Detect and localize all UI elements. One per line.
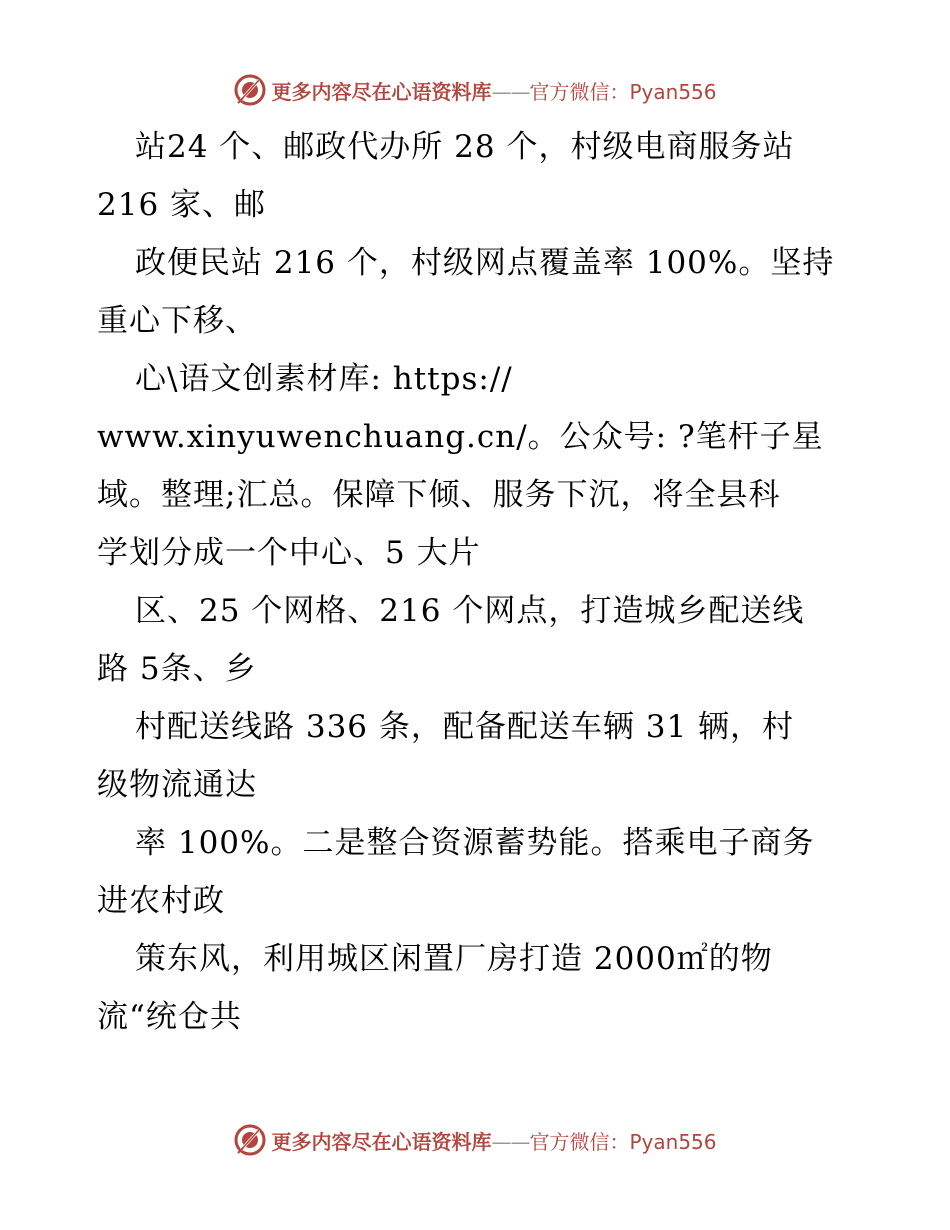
watermark-main-text: 更多内容尽在心语资料库 — [271, 79, 492, 104]
text-line: 区、25 个网格、216 个网点，打造城乡配送线 — [135, 593, 805, 629]
watermark-wechat-id: Pyan556 — [629, 1129, 717, 1154]
watermark-separator: ： — [609, 1129, 630, 1154]
watermark-separator: ： — [609, 79, 630, 104]
document-body — [97, 118, 857, 1046]
footer-watermark-banner — [0, 1120, 950, 1160]
text-line: 政便民站 216 个，村级网点覆盖率 100%。坚持 — [135, 245, 835, 281]
text-line: 村配送线路 336 条，配备配送车辆 31 辆，村 — [135, 709, 795, 745]
pen-logo-icon — [233, 73, 267, 107]
text-line: 216 家、邮 — [97, 187, 267, 223]
watermark-text — [271, 1126, 716, 1155]
text-line: www.xinyuwenchuang.cn/。公众号: ?笔杆子星 — [97, 419, 824, 455]
text-line: 进农村政 — [97, 883, 225, 919]
text-line: 策东风，利用城区闲置厂房打造 2000㎡的物 — [135, 941, 773, 977]
text-line: 学划分成一个中心、5 大片 — [97, 535, 481, 571]
text-line: 流“统仓共 — [97, 999, 242, 1035]
pen-logo-icon — [233, 1123, 267, 1157]
watermark-sub-text: 官方微信 — [529, 79, 610, 104]
watermark-text — [271, 76, 716, 105]
watermark-main-text: 更多内容尽在心语资料库 — [271, 1129, 492, 1154]
text-line: 级物流通达 — [97, 767, 257, 803]
watermark-sub-text: 官方微信 — [529, 1129, 610, 1154]
text-line: 路 5条、乡 — [97, 651, 257, 687]
text-line: 率 100%。二是整合资源蓄势能。搭乘电子商务 — [135, 825, 815, 861]
text-line: 域。整理;汇总。保障下倾、服务下沉，将全县科 — [97, 477, 781, 513]
watermark-dash: —— — [491, 1129, 530, 1154]
watermark-wechat-id: Pyan556 — [629, 79, 717, 104]
text-line: 站24 个、邮政代办所 28 个，村级电商服务站 — [135, 129, 795, 165]
watermark-dash: —— — [491, 79, 530, 104]
text-line: 重心下移、 — [97, 303, 257, 339]
text-line: 心\语文创素材库: https:// — [135, 361, 513, 397]
header-watermark-banner — [0, 70, 950, 110]
